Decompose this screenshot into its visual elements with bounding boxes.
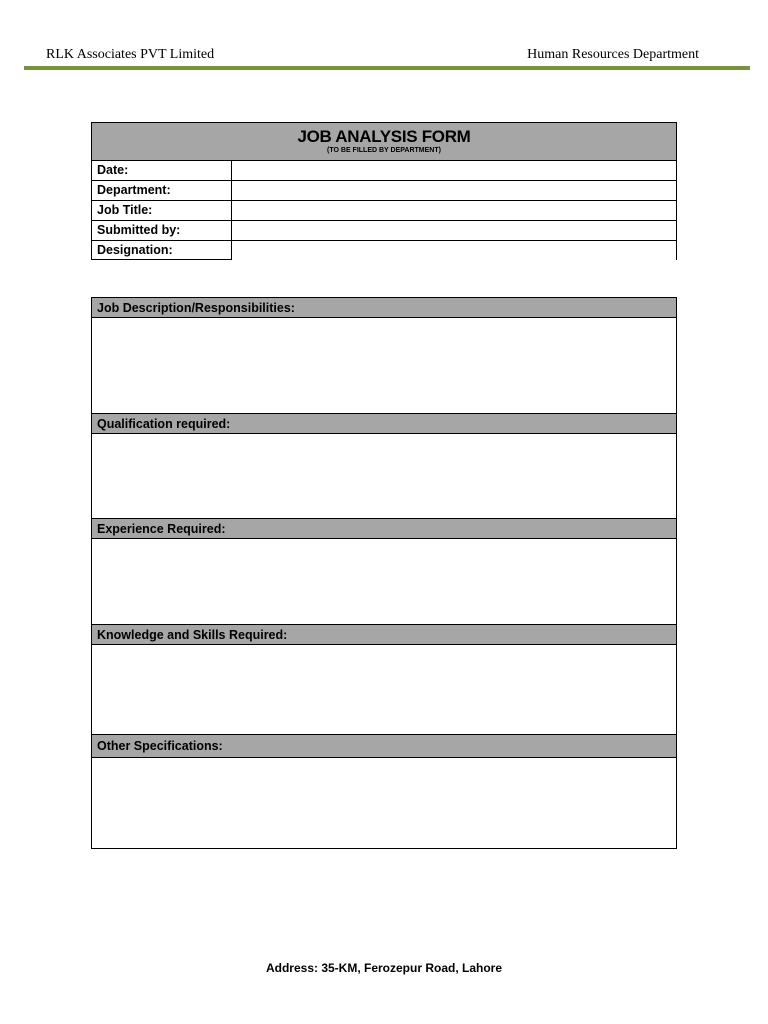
header-divider [24, 66, 750, 70]
qualification-heading: Qualification required: [92, 414, 676, 434]
submitted-by-row [92, 221, 676, 241]
department-label: Department: [92, 181, 232, 200]
other-specifications-heading: Other Specifications: [92, 735, 676, 758]
department-row [92, 181, 676, 201]
submitted-by-field[interactable] [232, 221, 676, 240]
date-row [92, 161, 676, 181]
company-name: RLK Associates PVT Limited [46, 47, 215, 62]
designation-row [92, 241, 676, 260]
job-title-row [92, 201, 676, 221]
job-title-label: Job Title: [92, 201, 232, 220]
department-name: Human Resources Department [527, 47, 699, 62]
page-header [24, 47, 750, 67]
date-field[interactable] [232, 161, 676, 180]
qualification-field[interactable] [92, 434, 676, 519]
designation-field[interactable] [232, 241, 676, 260]
designation-label: Designation: [92, 241, 232, 260]
job-title-field[interactable] [232, 201, 676, 220]
other-specifications-field[interactable] [92, 758, 676, 850]
job-details-table [91, 297, 677, 849]
job-info-table [91, 122, 677, 260]
job-description-field[interactable] [92, 318, 676, 414]
submitted-by-label: Submitted by: [92, 221, 232, 240]
form-heading [92, 123, 676, 161]
footer-address: Address: 35-KM, Ferozepur Road, Lahore [265, 961, 503, 975]
date-label: Date: [92, 161, 232, 180]
experience-field[interactable] [92, 539, 676, 625]
form-subtitle: (TO BE FILLED BY DEPARTMENT) [327, 147, 441, 154]
experience-heading: Experience Required: [92, 519, 676, 539]
job-description-heading: Job Description/Responsibilities: [92, 298, 676, 318]
knowledge-skills-heading: Knowledge and Skills Required: [92, 625, 676, 645]
knowledge-skills-field[interactable] [92, 645, 676, 735]
department-field[interactable] [232, 181, 676, 200]
form-title: JOB ANALYSIS FORM [297, 127, 471, 146]
